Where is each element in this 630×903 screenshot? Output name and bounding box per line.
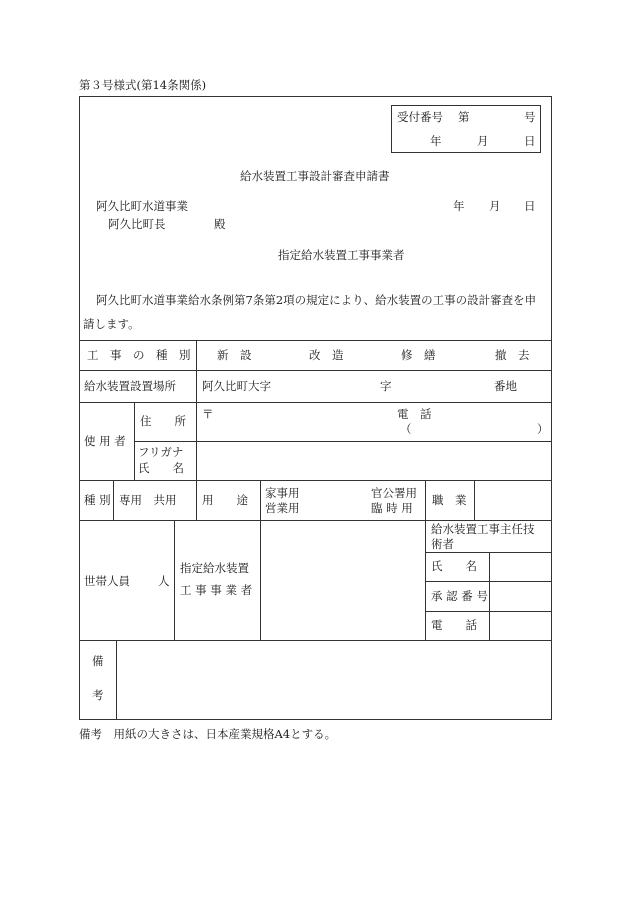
receipt-month: 月 [477, 134, 489, 148]
form-number: 第３号様式(第14条関係) [79, 78, 207, 92]
remarks-char1: 備 [92, 654, 104, 668]
date-month: 月 [489, 199, 501, 213]
receipt-dai: 第 [458, 110, 470, 124]
usage-public: 官公署用 [371, 486, 417, 500]
rule [196, 480, 197, 520]
rule [79, 480, 552, 481]
work-type-new: 新 設 [217, 348, 252, 362]
work-type-removal: 撤 去 [495, 348, 530, 362]
rule [79, 370, 552, 371]
user-phone-label: 電 話 [397, 407, 432, 421]
rule [174, 520, 175, 640]
user-name-label: 氏 名 [138, 461, 184, 475]
addressee-head: 阿久比町長 [108, 217, 166, 231]
household-label: 世帯人員 [84, 574, 130, 588]
usage-business: 営業用 [265, 501, 300, 515]
rule [474, 480, 475, 520]
user-label: 使 用 者 [84, 434, 126, 448]
location-banchi: 番地 [494, 379, 517, 393]
date-day: 日 [524, 199, 536, 213]
location-label: 給水装置設置場所 [84, 379, 176, 393]
usage-label: 用 途 [202, 493, 248, 507]
postal-mark: 〒 [202, 407, 214, 421]
location-aza: 字 [380, 379, 392, 393]
paren-open: （ [400, 422, 412, 436]
rule [79, 520, 552, 521]
occupation-label: 職 業 [432, 493, 467, 507]
usage-temporary: 臨 時 用 [371, 501, 413, 515]
applicant-label: 指定給水装置工事事業者 [278, 248, 405, 262]
work-type-remodel: 改 造 [309, 348, 344, 362]
rule [79, 640, 552, 641]
form-frame [79, 96, 552, 720]
footnote: 備考 用紙の大きさは、日本産業規格A4とする。 [79, 727, 337, 741]
form-title: 給水装置工事設計審査申請書 [240, 169, 390, 183]
chief-engineer-line1: 給水装置工事主任技 [431, 522, 535, 536]
usage-home: 家事用 [265, 486, 300, 500]
body-text-line1: 阿久比町水道事業給水条例第7条第2項の規定により、給水装置の工事の設計審査を申 [96, 293, 537, 307]
date-year: 年 [453, 199, 465, 213]
contractor-label-line2: 工 事 事 業 者 [180, 583, 253, 597]
rule [79, 340, 552, 341]
furigana-label: フリガナ [138, 445, 184, 459]
household-unit: 人 [158, 574, 170, 588]
addressee-org: 阿久比町水道事業 [96, 199, 188, 213]
rule [116, 640, 117, 720]
addressee-honorific: 殿 [214, 217, 226, 231]
receipt-year: 年 [430, 134, 442, 148]
receipt-day: 日 [524, 134, 536, 148]
contractor-label-line1: 指定給水装置 [180, 561, 249, 575]
chief-engineer-line2: 術者 [431, 537, 454, 551]
chief-name-label: 氏 名 [431, 559, 477, 573]
rule [260, 480, 261, 640]
rule [113, 480, 114, 520]
body-text-line2: 請します。 [83, 317, 140, 331]
category-label: 種 別 [84, 493, 111, 507]
receipt-go: 号 [524, 110, 536, 124]
paren-close: ） [537, 422, 549, 436]
rule [79, 402, 552, 403]
rule [425, 480, 426, 640]
chief-phone-label: 電 話 [431, 618, 477, 632]
rule [134, 402, 135, 480]
rule [489, 552, 490, 640]
rule [196, 340, 197, 480]
chief-license-label: 承 認 番 号 [431, 589, 488, 603]
work-type-label: 工 事 の 種 別 [87, 348, 191, 362]
receipt-label: 受付番号 [397, 110, 443, 124]
work-type-repair: 修 繕 [401, 348, 436, 362]
category-options: 専用 共用 [119, 493, 177, 507]
user-address-label: 住 所 [140, 414, 186, 428]
location-town: 阿久比町大字 [202, 379, 271, 393]
remarks-char2: 考 [92, 688, 104, 702]
